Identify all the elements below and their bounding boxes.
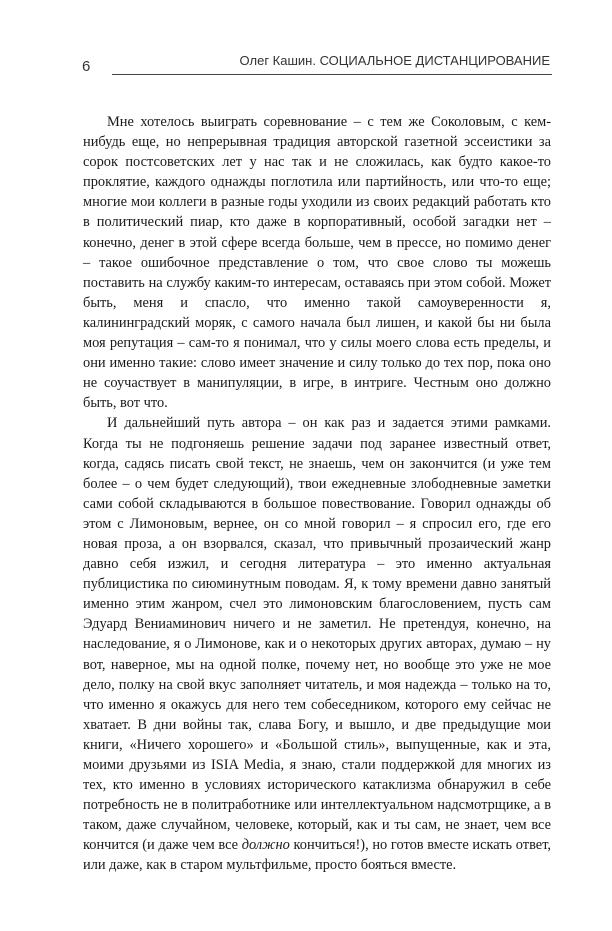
- italic-emphasis: должно: [241, 837, 290, 854]
- paragraph: [83, 413, 551, 875]
- page-number: 6: [82, 58, 91, 75]
- paragraph-text: И дальнейший путь автора – он как раз и задается этими рамками. Когда ты не подгоняешь решение задачи под заранее известный ответ, когда, садясь писать свой текст, не знаешь, чем он закончится (и уже тем более – о чем будет следующий), твои ежедневные злободневные заметки сами собой складываются в большое повествование. Говорил однажды об этом с Лимоновым, вернее, он со мной говорил – я спросил его, где его новая проза, а он взорвался, сказал, что привычный прозаический жанр давно себя изжил, и сегодня литература – это именно актуальная публицистика по сиюминутным поводам. Я, к тому времени давно занятый именно этим жанром, счел это лимоновским благословением, пусть сам Эдуард Вениаминович ничего и не заметил. Не претендуя, конечно, на наследование, я о Лимонове, как и о некоторых других авторах, думаю – ну вот, наверное, мы на одной полке, почему нет, но вообще это уже не мое дело, полку на свой вкус заполняет читатель, и моя надежда – только на то, что именно я окажусь для него тем собеседником, которого ему сейчас не хватает. В дни войны так, слава Богу, и вышло, и две предыдущие мои книги, «Ничего хорошего» и «Большой стиль», выпущенные, как и эта, моими друзьями из ISIA Media, я знаю, стали поддержкой для многих из тех, кто именно в условиях исторического катаклизма обнаружил в себе потребность не в политработнике или интеллектуальном надсмотрщике, а в таком, даже случайном, человеке, который, как и ты сам, не знает, чем все кончится (и даже чем все: [83, 415, 551, 854]
- running-head: Олег Кашин. СОЦИАЛЬНОЕ ДИСТАНЦИРОВАНИЕ: [239, 53, 550, 68]
- paragraph: Мне хотелось выиграть соревнование – с тем же Соколовым, с кем-нибудь еще, но непрерывная традиция авторской газетной эссеистики за сорок постсоветских лет у нас так и не сложилась, как будто какое-то проклятие, каждого однажды поглотила или партийность, или что-то еще; многие мои коллеги в разные годы уходили из своих редакций работать кто в политический пиар, кто даже в корпоративный, особой загадки нет – конечно, денег в этой сфере всегда больше, чем в прессе, но помимо денег – такое ошибочное представление о том, что свое слово ты можешь поставить на службу каким-то интересам, оставаясь при этом собой. Может быть, меня и спасло, что именно такой самоуверенности я, калининградский моряк, с самого начала был лишен, и какой бы ни была моя репутация – сам-то я понимал, что у силы моего слова есть пределы, и они именно такие: слово имеет значение и силу только до тех пор, пока оно не соучаствует в манипуляции, в игре, в интриге. Честным оно должно быть, вот что.: [83, 114, 551, 412]
- header-rule: [112, 74, 552, 75]
- paragraph-text: кончиться!), но готов вместе искать ответ, или даже, как в старом мультфильме, просто бояться вместе.: [83, 837, 551, 874]
- body-text: [83, 112, 551, 876]
